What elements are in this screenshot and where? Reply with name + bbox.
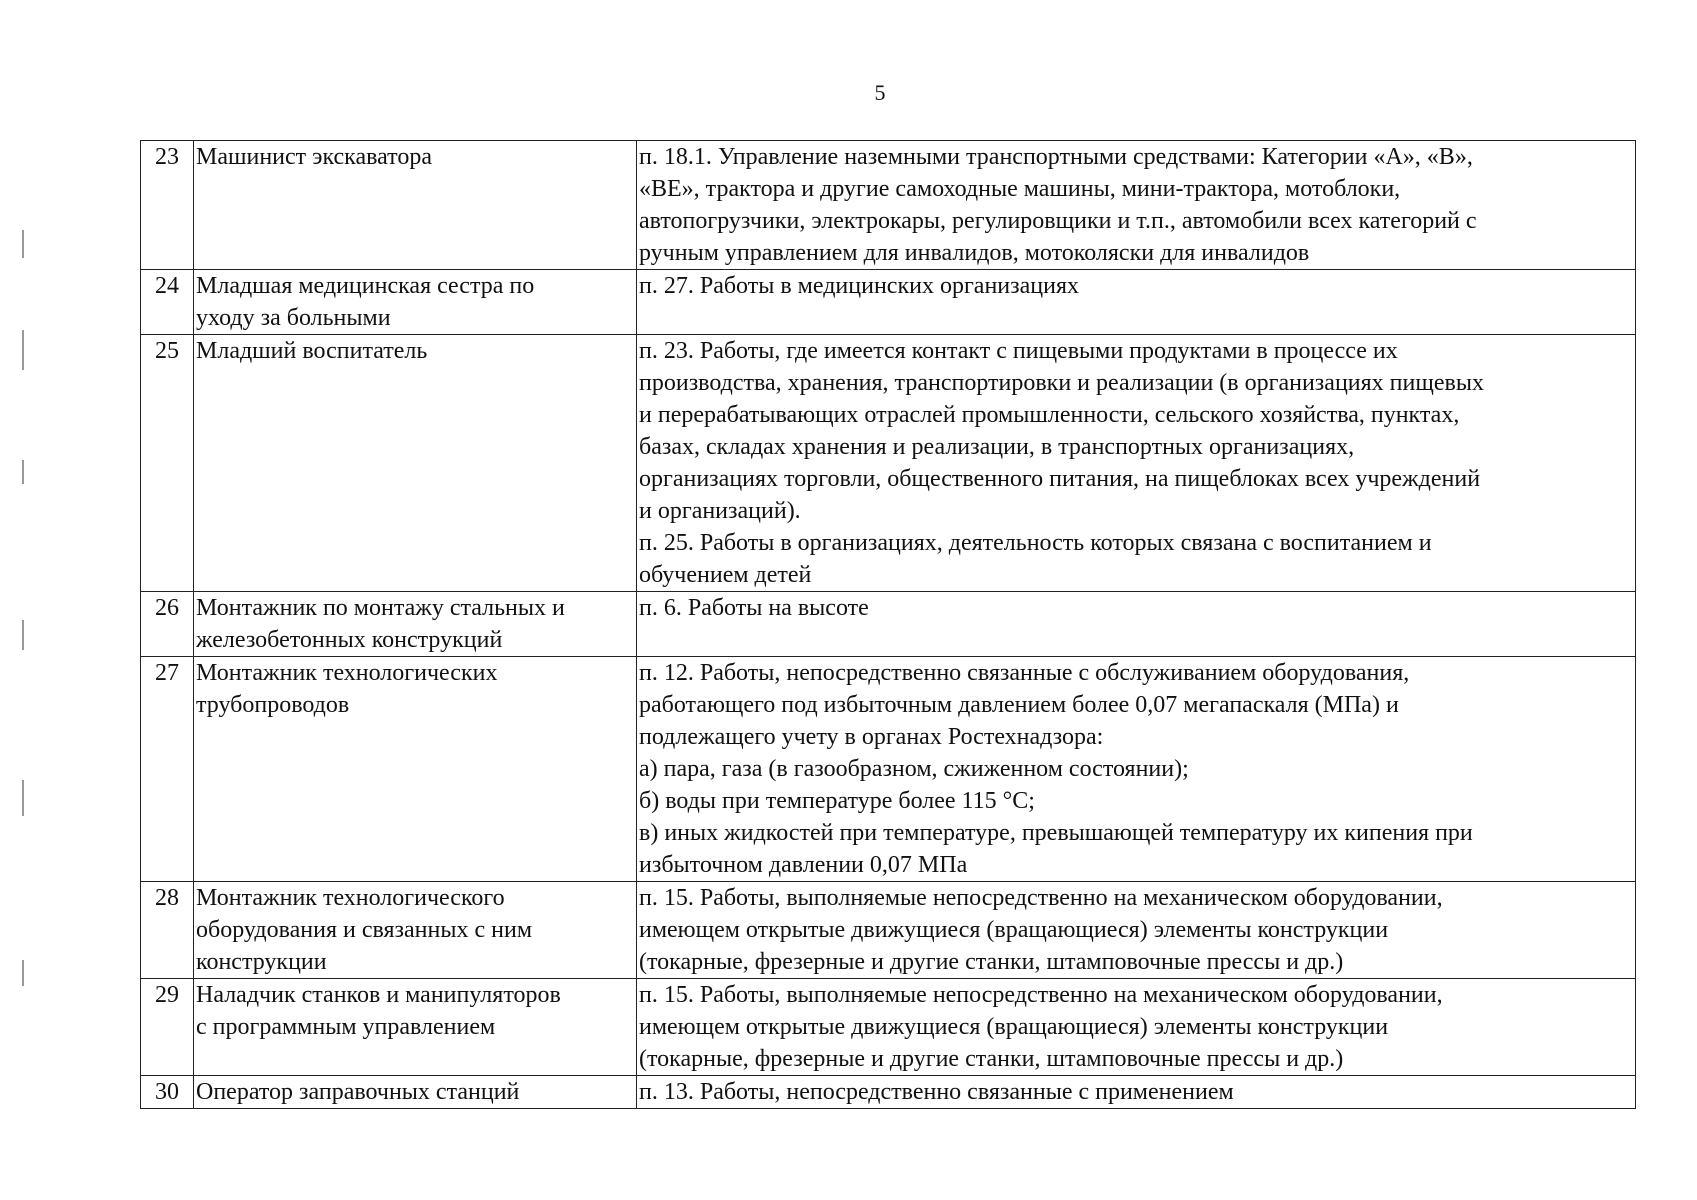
profession-cell — [194, 979, 637, 1076]
requirements-cell — [637, 335, 1636, 592]
requirement-text-line: производства, хранения, транспортировки и реализации (в организациях пищевых — [639, 370, 1484, 396]
profession-cell — [194, 657, 637, 882]
requirement-text-line: п. 23. Работы, где имеется контакт с пищевыми продуктами в процессе их — [639, 338, 1398, 364]
table-row — [141, 979, 1636, 1076]
requirement-text-line: автопогрузчики, электрокары, регулировщики и т.п., автомобили всех категорий с — [639, 208, 1477, 234]
row-number: 28 — [141, 882, 194, 979]
requirement-text-line: «ВЕ», трактора и другие самоходные машины, мини-трактора, мотоблоки, — [639, 176, 1401, 202]
requirement-text-line: п. 27. Работы в медицинских организациях — [639, 273, 1079, 299]
table-row — [141, 335, 1636, 592]
requirement-text-line: имеющем открытые движущиеся (вращающиеся) элементы конструкции — [639, 1014, 1389, 1040]
profession-text-line: Оператор заправочных станций — [196, 1079, 520, 1105]
profession-cell — [194, 270, 637, 335]
requirement-text-line: подлежащего учету в органах Ростехнадзора: — [639, 724, 1104, 750]
profession-text-line: Наладчик станков и манипуляторов — [196, 982, 561, 1008]
profession-cell — [194, 141, 637, 270]
requirements-cell — [637, 882, 1636, 979]
profession-text-line: оборудования и связанных с ним — [196, 917, 533, 943]
requirement-text-line: п. 15. Работы, выполняемые непосредственно на механическом оборудовании, — [639, 885, 1443, 911]
requirement-text-line: (токарные, фрезерные и другие станки, штамповочные прессы и др.) — [639, 949, 1344, 975]
requirement-text-line: п. 15. Работы, выполняемые непосредственно на механическом оборудовании, — [639, 982, 1443, 1008]
profession-text-line: с программным управлением — [196, 1014, 496, 1040]
requirement-text-line: (токарные, фрезерные и другие станки, штамповочные прессы и др.) — [639, 1046, 1344, 1072]
requirements-cell — [637, 657, 1636, 882]
table-row — [141, 141, 1636, 270]
requirements-cell — [637, 1076, 1636, 1109]
requirements-cell — [637, 141, 1636, 270]
page-number: 5 — [874, 80, 886, 105]
table-row — [141, 1076, 1636, 1109]
profession-text-line: Монтажник технологических — [196, 660, 498, 686]
profession-text-line: Младший воспитатель — [196, 338, 428, 364]
row-number: 27 — [141, 657, 194, 882]
requirements-cell — [637, 592, 1636, 657]
row-number: 30 — [141, 1076, 194, 1109]
table-row — [141, 592, 1636, 657]
professions-table — [140, 140, 1636, 1109]
requirement-text-line: п. 12. Работы, непосредственно связанные с обслуживанием оборудования, — [639, 660, 1410, 686]
requirement-text-line: ручным управлением для инвалидов, мотоколяски для инвалидов — [639, 240, 1310, 266]
requirements-cell — [637, 979, 1636, 1076]
profession-cell — [194, 882, 637, 979]
requirement-text-line: имеющем открытые движущиеся (вращающиеся) элементы конструкции — [639, 917, 1389, 943]
requirement-text-line: а) пара, газа (в газообразном, сжиженном состоянии); — [639, 756, 1189, 782]
profession-text-line: Монтажник по монтажу стальных и — [196, 595, 565, 621]
row-number: 29 — [141, 979, 194, 1076]
requirement-text-line: п. 13. Работы, непосредственно связанные с применением — [639, 1079, 1234, 1105]
requirement-text-line: п. 18.1. Управление наземными транспортными средствами: Категории «А», «В», — [639, 144, 1473, 170]
profession-text-line: Младшая медицинская сестра по — [196, 273, 535, 299]
requirement-text-line: базах, складах хранения и реализации, в транспортных организациях, — [639, 434, 1355, 460]
requirement-text-line: работающего под избыточным давлением более 0,07 мегапаскаля (МПа) и — [639, 692, 1399, 718]
table-row — [141, 270, 1636, 335]
profession-cell — [194, 592, 637, 657]
requirement-text-line: избыточном давлении 0,07 МПа — [639, 852, 968, 878]
requirement-text-line: обучением детей — [639, 562, 812, 588]
requirement-text-line: и перерабатывающих отраслей промышленности, сельского хозяйства, пунктах, — [639, 402, 1460, 428]
table-row — [141, 882, 1636, 979]
scan-margin-marks — [22, 200, 28, 1100]
profession-text-line: Машинист экскаватора — [196, 144, 432, 170]
requirement-text-line: и организаций). — [639, 498, 801, 524]
requirement-text-line: п. 25. Работы в организациях, деятельность которых связана с воспитанием и — [639, 530, 1432, 556]
profession-text-line: трубопроводов — [196, 692, 350, 718]
profession-text-line: Монтажник технологического — [196, 885, 505, 911]
row-number: 25 — [141, 335, 194, 592]
requirement-text-line: б) воды при температуре более 115 °С; — [639, 788, 1035, 814]
row-number: 24 — [141, 270, 194, 335]
profession-text-line: уходу за больными — [196, 305, 391, 331]
requirement-text-line: п. 6. Работы на высоте — [639, 595, 869, 621]
requirement-text-line: организациях торговли, общественного питания, на пищеблоках всех учреждений — [639, 466, 1481, 492]
table-row — [141, 657, 1636, 882]
profession-text-line: конструкции — [196, 949, 327, 975]
row-number: 23 — [141, 141, 194, 270]
requirements-cell — [637, 270, 1636, 335]
profession-cell — [194, 1076, 637, 1109]
requirement-text-line: в) иных жидкостей при температуре, превышающей температуру их кипения при — [639, 820, 1473, 846]
profession-cell — [194, 335, 637, 592]
row-number: 26 — [141, 592, 194, 657]
profession-text-line: железобетонных конструкций — [196, 627, 503, 653]
